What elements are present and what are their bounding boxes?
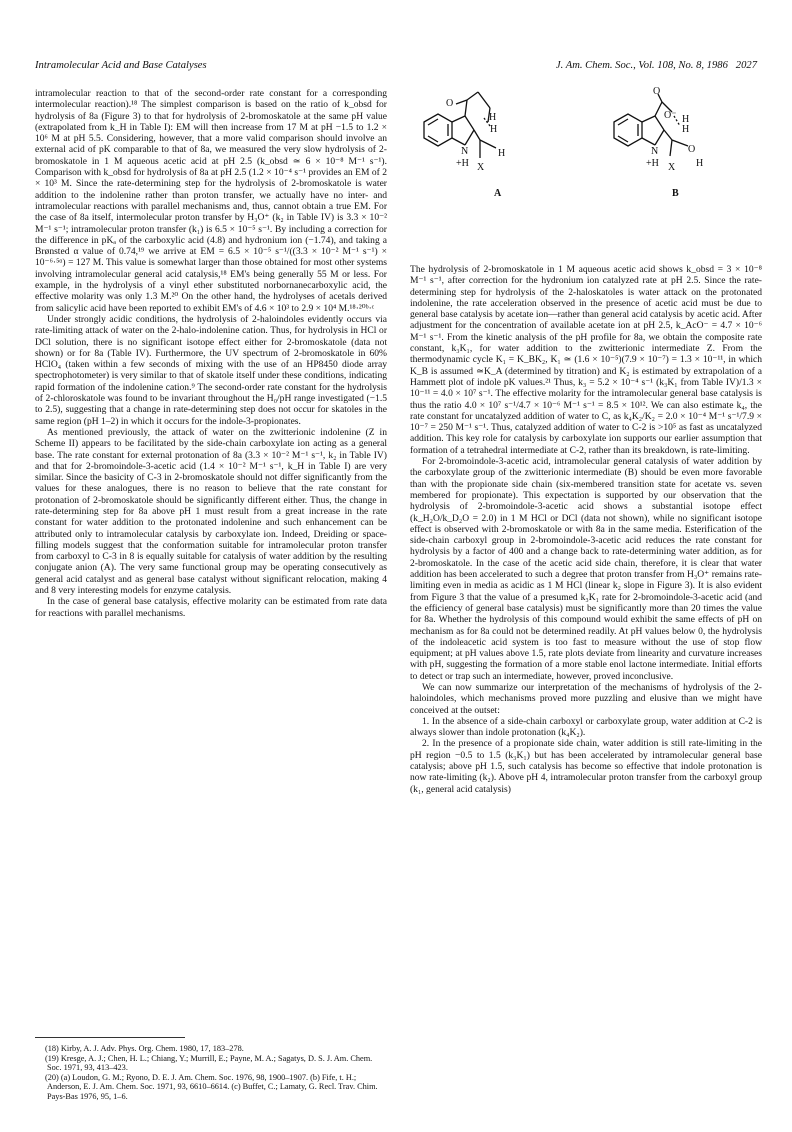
structure-drawings (410, 82, 762, 260)
paragraph: intramolecular reaction to that of the second-order rate constant for a corresponding intermolecular reaction).¹⁸ The simplest comparison is based on the ratio of k_obsd for hydrolysis of 8a (Figure 3) to that for hydrolysis of 2-bromoskatole at the same pH value (extrapolated from k_H in Table I): EM will then increase from 17 M at pH −1.5 to 1.2 × 10⁶ M at pH 5.5. Considering, however, that a more valid comparison should involve an external acid of pK comparable to that of 8a, we measured the very slow hydrolysis of 2-bromoskatole in 1 M aqueous acetic acid at pH 2.5 (k_obsd ≃ 6 × 10⁻⁸ M⁻¹ s⁻¹). Comparison with k_obsd for hydrolysis of 8a at pH 2.5 (1.2 × 10⁻⁴ s⁻¹ provides an EM of 2 × 10³ M. Since the rate-determining step for the hydrolysis of 2-bromoskatole is water addition to the indolenine rather than proton transfer, we actually have no inter- and intramolecular reactions with parallel mechanisms and, thus, cannot obtain a true EM. For the case of 8a itself, intermolecular proton transfer by H₃O⁺ (k₂ in Table IV) is 3.3 × 10⁻² M⁻¹ s⁻¹; intramolecular proton transfer (k₁) is 6.5 × 10⁻⁵ s⁻¹. By including a correction for the difference in pKₐ of the carboxylic acid (4.8) and hydronium ion (−1.74), and taking a Brønsted α value of 0.74,¹⁹ we arrive at EM = 6.5 × 10⁻⁵ s⁻¹/((3.3 × 10⁻² M⁻¹ s⁻¹) × 10⁻⁶·⁵ᵅ) = 127 M. This value is somewhat larger than those obtained for most other systems involving intramolecular general acid catalysis,¹⁸ EM's being generally 55 M or less. For example, in the hydrolysis of a vinyl ether substituted norbornanecarboxylic acid, the effective molarity was only 1.3 M.²⁰ On the other hand, the hydrolyses of acetals derived from salicylic acid have been reported to exhibit EM's of 4.6 × 10³ to 2.9 × 10⁴ M.¹⁸·²⁰ᵇ·ᶜ (35, 88, 387, 314)
list-item: 2. In the presence of a propionate side chain, water addition is still rate-limiting in the pH region −0.5 to 1.5 (k₃K₁) but has been accelerated by intramolecular general base catalysis; above pH 1.5, such catalysis has become so effective that indole protonation is now rate-limiting (k₂). Above pH 4, intramolecular proton transfer from the carboxyl group (k₁, general acid catalysis) (410, 738, 762, 795)
paragraph: In the case of general base catalysis, effective molarity can be estimated from rate data for reactions with parallel mechanisms. (35, 596, 387, 619)
structure-a (424, 92, 496, 158)
list-item: 1. In the absence of a side-chain carboxyl or carboxylate group, water addition at C-2 is always slower than indole protonation (k₄K₂). (410, 715, 762, 739)
atom-h: H (682, 114, 690, 125)
atom-nh: +H (456, 158, 469, 169)
header-right-journal: J. Am. Chem. Soc., Vol. 108, No. 8, 1986 2027 (555, 60, 757, 71)
paragraph: The hydrolysis of 2-bromoskatole in 1 M aqueous acetic acid shows k_obsd = 3 × 10⁻⁸ M⁻¹ s⁻¹, after correction for the hydronium ion catalyzed rate at pH 2.5. Since the rate-determining step for hydrolysis of the 2-haloskatoles is water attack on the protonated indolenine, the rate acceleration observed in the presence of acetic acid must be due to general base catalysis by acetate ion—rather than general acid catalysis by acetic acid. After adjustment for the concentration of available acetate ion at pH 2.5, k_AcO⁻ = 4.7 × 10⁻⁶ M⁻¹ s⁻¹. From the kinetic analysis of the pH profile for 8a, we obtain the composite rate constant, k₃K₁, for water addition to the zwitterionic intermediate Z. From the thermodynamic cycle K₁ = K_BK₂, K₁ ≃ (1.6 × 10⁻⁵)(7.9 × 10⁻⁷) = 1.3 × 10⁻¹¹, in which K_B is assumed ≃K_A (determined by titration) and K₂ is estimated by extrapolation of a Hammett plot of indole pK values.²¹ Thus, k₃ = 5.2 × 10⁻⁴ s⁻¹ (k₃K₁ from Table IV)/1.3 × 10⁻¹¹ = 4.0 × 10⁷ s⁻¹. The effective molarity for the intramolecular general base catalysis is thus the ratio 4.0 × 10⁷ s⁻¹/4.7 × 10⁻⁶ M⁻¹ s⁻¹ = 8.5 × 10¹². We can also estimate k₄, the rate constant for uncatalyzed addition of water to C, as k₄K₂/K₂ = 2.0 × 10⁻⁴ M⁻¹ s⁻¹/7.9 × 10⁻⁷ = 250 M⁻¹ s⁻¹. Thus, catalyzed addition of water to C-2 is >10⁵ as fast as uncatalyzed addition. This key role for catalysis by carboxylate ion supports our earlier assumption that formation of a tetrahedral intermediate at C-2, rather than its breakdown, is rate-limiting. (410, 264, 763, 456)
paragraph: Under strongly acidic conditions, the hydrolysis of 2-haloindoles evidently occurs via rate-limiting attack of water on the 2-halo-indolenine cation. Thus, for hydrolysis in HCl or DCl solution, there is no significant isotope effect either for 2-bromoskatole (data not shown) or for 8a (Table IV). Furthermore, the UV spectrum of 2-bromoskatole in 60% HClO₄ (taken within a few seconds of mixing with the use of an HP8450 diode array spectrophotometer) is very similar to that of skatole itself under these conditions, indicating rapid formation of the indolenine cation.⁹ The second-order rate constant for the hydrolysis of 2-chloroskatole was found to be invariant throughout the H₀/pH range investigated (−1.5 to 2.5), suggesting that a change in rate-determining step does not occur for skatoles in the same region (pH 1–2) in which it occurs for the indole-3-propionates. (35, 313, 387, 427)
atom-nh: +H (646, 158, 659, 169)
footnote: (20) (a) Loudon, G. M.; Ryono, D. E. J. Am. Chem. Soc. 1976, 98, 1900–1907. (b) Fife, t. H.; Anderson, E. J. Am. Chem. Soc. 1971, 93, 6610–6614. (c) Buffet, C.; Lamaty, G. Recl. Trav. Chim. Pays-Bas 1976, 95, 1–6. (45, 1072, 378, 1101)
running-header (35, 60, 757, 76)
atom-h: H (490, 124, 498, 135)
paragraph: We can now summarize our interpretation of the mechanisms of hydrolysis of the 2-haloindoles, which mechanisms proved more puzzling and elusive than we might have conceived at the outset: (410, 681, 762, 716)
atom-oplus: O⁻ (664, 110, 677, 121)
footnote: (18) Kirby, A. J. Adv. Phys. Org. Chem. 1980, 17, 183–278. (45, 1044, 244, 1053)
atom-h: H (498, 148, 506, 159)
footnote: (19) Kresge, A. J.; Chen, H. L.; Chiang, Y.; Murrill, E.; Payne, M. A.; Sagatys, D. S. J. Am. Chem. Soc. 1971, 93, 413–423. (45, 1053, 373, 1073)
atom-o: O (653, 86, 661, 97)
paragraph: For 2-bromoindole-3-acetic acid, intramolecular general catalysis of water addition by the carboxylate group of the zwitterionic intermediate (B) should be even more favorable than with the propionate side chain (six-membered transition state for acetate vs. seven membered for propionate). This expectation is supported by our observation that the hydrolysis of 2-bromoindole-3-acetic acid shows a substantial isotope effect (k_H₂O/k_D₂O = 2.0) in 1 M HCl or DCl (data not shown), while no significant isotope effect is observed with 2-bromoskatole or with 8a in the same media. Esterification of the side-chain carboxyl group in 2-bromoindole-3-acetic acid reduces the rate constant for hydrolysis by a factor of 400 and a change back to rate-determining water addition, as for 2-bromoskatole. In the case of the acetic acid side chain, therefore, it is clear that water addition has been accelerated to such a degree that proton transfer from H₃O⁺ remains rate-limiting even in media as acidic as 1 M HCl (linear k₂ slope in Figure 3). It is also evident from Figure 3 that the value of a presumed k₃K₁ rate for 2-bromoindole-3-acetic acid (and the efficiency of general base catalysis) must be significantly more than 20 times the value for 8a. Whether the hydrolysis of this compound would exhibit the same effects of pH on mechanism as for 8a could not be determined readily. At pH values below 0, the hydrolysis of the indoleacetic acid system is too fast to measure without the use of stop flow equipment; at pH values above 1.5, rate plots deviate from linearity and curvature increases with pH, suggesting the formation of a more stable enol lactone intermediate. Initial efforts to detect or trap such an intermediate, however, proved inconclusive. (410, 456, 762, 682)
paragraph: As mentioned previously, the attack of water on the zwitterionic indolenine (Z in Scheme II) appears to be facilitated by the side-chain carboxylate ion acting as a general base. The rate constant for external protonation of 8a (3.3 × 10⁻² M⁻¹ s⁻¹, k₂ in Table IV) and that for 2-bromoindole-3-acetic acid (1.4 × 10⁻² M⁻¹ s⁻¹, k_H in Table I) are very similar. Since the basicity of C-3 in 2-bromoskatole should not differ significantly from the values for these analogues, there is no reason to believe that the rate constant for protonation of 2-bromoskatole should be significantly different either. Thus, the change in rate-determining step for 8a above pH 1 must result from a great increase in the rate constant for water addition to the protonated indolenine and such enhancement can be attributed only to intramolecular catalysis by carboxylate ion. Indeed, Dreiding or space-filling models suggest that the conformation suitable for intramolecular proton transfer from carboxyl to C-3 in 8 is equally suitable for catalysis of water addition by the resulting conjugate anion (A). The very same functional group may be operating consecutively as general acid catalyst and as general base catalyst without significant relocation, making 4 and 8 very interesting models for enzyme catalysis. (35, 426, 387, 597)
header-left-title: Intramolecular Acid and Base Catalyses (35, 60, 207, 71)
structure-figure (410, 82, 762, 260)
atom-h: H (696, 158, 704, 169)
structure-label-b: B (672, 188, 679, 199)
atom-o: O (688, 144, 696, 155)
atom-n: N (461, 146, 469, 157)
structure-label-a: A (494, 188, 502, 199)
atom-n: N (651, 146, 659, 157)
footnotes (35, 1037, 387, 1102)
atom-o: O (446, 98, 454, 109)
left-column (35, 88, 387, 619)
atom-x: X (668, 162, 676, 173)
atom-h: H (489, 112, 497, 123)
footnote-rule (35, 1037, 185, 1038)
atom-h: H (682, 124, 690, 135)
atom-x: X (477, 162, 485, 173)
right-column (410, 264, 762, 795)
